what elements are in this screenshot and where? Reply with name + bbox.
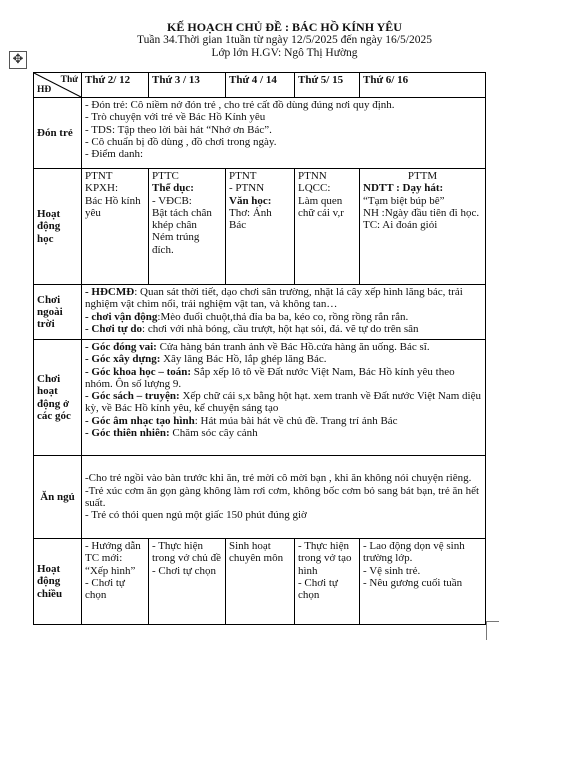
row-don-tre: [34, 98, 486, 169]
item-head: - Góc khoa học – toán:: [85, 365, 192, 378]
text-line: - Đón trẻ: Cô niềm nở đón trẻ , cho trẻ cất đồ dùng đúng nơi quy định.: [85, 99, 395, 111]
hdh-day-1: [82, 169, 149, 285]
text-line: - Thực hiện trong vở tạo hình: [298, 540, 352, 577]
item-head: - Góc xây dựng:: [85, 353, 161, 366]
text-line: Sinh hoạt chuyên môn: [229, 540, 284, 565]
text-line: NDTT : Dạy hát:: [363, 182, 444, 195]
text-line: NH :Ngày đầu tiên đi học.: [363, 206, 480, 219]
text-line: - Nêu gương cuối tuần: [363, 576, 463, 589]
text-line: PTNN: [298, 170, 327, 182]
item-text: Xếp chữ cái s,x bằng hột hạt. xem tranh về Đất nước Việt Nam diệu kỳ, về Bác Hồ kính yêu, kể chuyện sáng tạo: [85, 390, 481, 415]
item-head: - Chơi tự do: [85, 322, 143, 335]
item-text: : Hát múa bài hát về chủ đề. Trang trí ảnh Bác: [194, 414, 398, 427]
choi-ngoai-troi-content: [82, 285, 486, 340]
row-label-choi-goc: Chơi hoạt động ở các góc: [34, 340, 82, 456]
don-tre-content: [82, 98, 486, 169]
row-label-an-ngu: Ăn ngủ: [34, 456, 82, 539]
text-line: “Tạm biệt búp bê”: [363, 194, 445, 207]
text-line: TC: Ai đoán giỏi: [363, 219, 438, 232]
text-line: Bật tách chân khép chân: [152, 206, 212, 232]
hdh-day-4: [295, 169, 360, 285]
text-line: - Chơi tự chọn: [85, 576, 125, 602]
text-line: Ném trúng đích.: [152, 231, 200, 256]
text-line: [85, 341, 482, 353]
text-line: [85, 427, 482, 439]
text-line: Làm quen chữ cái v,r: [298, 194, 344, 219]
row-choi-goc: [34, 340, 486, 456]
hdc-day-3: [226, 539, 295, 625]
text-line: [85, 323, 482, 335]
hdc-day-1: [82, 539, 149, 625]
an-ngu-content: [82, 456, 486, 539]
item-head: - chơi vận động: [85, 310, 158, 323]
table-move-handle-icon[interactable]: ✥: [9, 51, 27, 69]
text-line: [85, 390, 482, 415]
text-line: -Cho trẻ ngồi vào bàn trước khi ăn, trẻ mời cô mời bạn , khi ăn không nói chuyện riêng.: [85, 472, 472, 485]
item-text: : chơi với nhà bóng, cầu trượt, hột hạt sỏi, đá. vẽ tự do trên sân: [142, 322, 419, 335]
day-header-5: Thứ 6/ 16: [360, 73, 486, 98]
text-line: - Hướng dẫn TC mới: “Xếp hình”: [85, 540, 141, 577]
text-line: - Trẻ có thói quen ngủ một giấc 150 phút đúng giờ: [85, 509, 307, 522]
text-line: Văn học:: [229, 194, 272, 207]
text-line: Thể dục:: [152, 182, 194, 195]
hdh-day-2: [149, 169, 226, 285]
row-label-hoat-dong-chieu: Hoạt động chiều: [34, 539, 82, 625]
row-label-choi-ngoai-troi: Chơi ngoài trời: [34, 285, 82, 340]
text-line: PTNT: [85, 170, 113, 182]
item-head: - Góc thiên nhiên:: [85, 427, 170, 440]
plan-title: KẾ HOẠCH CHỦ ĐỀ : BÁC HỒ KÍNH YÊU: [167, 20, 402, 34]
row-label-don-tre: Đón trẻ: [34, 98, 82, 169]
day-header-1: Thứ 2/ 12: [82, 73, 149, 98]
item-text: Chăm sóc cây cảnh: [169, 427, 258, 440]
row-hoat-dong-hoc: [34, 169, 486, 285]
item-text: : Quan sát thời tiết, dạo chơi sân trường, nhặt lá cây xếp hình lăng bác, trải nghiệm vật chìm nổi, trải nghiệm vật tan, và không tan…: [85, 286, 463, 311]
text-line: - TDS: Tập theo lời bài hát “Nhớ ơn Bác”.: [85, 123, 272, 136]
text-line: - Thực hiện trong vở chủ đề: [152, 540, 222, 565]
item-head: - HĐCMĐ: [85, 286, 135, 298]
text-line: KPXH:: [85, 182, 119, 195]
plan-week-line: Tuần 34.Thời gian 1tuần từ ngày 12/5/2025 đến ngày 16/5/2025: [137, 34, 432, 46]
text-line: Bác Hồ kính yêu: [85, 194, 141, 219]
row-choi-ngoai-troi: [34, 285, 486, 340]
text-line: - Lao động dọn vệ sinh trường lớp.: [363, 540, 465, 565]
text-line: - Vệ sinh trẻ.: [363, 564, 421, 577]
item-head: - Góc sách – truyện:: [85, 390, 180, 403]
text-line: [85, 366, 482, 391]
day-header-2: Thứ 3 / 13: [149, 73, 226, 98]
item-text: Sắp xếp lô tô về Đất nước Việt Nam, Bác Hồ kính yêu theo nhóm. Ôn số lượng 9.: [85, 365, 455, 390]
plan-class-teacher: Lớp lớn H.GV: Ngô Thị Hường: [211, 47, 358, 59]
hdc-day-4: [295, 539, 360, 625]
item-head: - Góc âm nhạc tạo hình: [85, 414, 195, 427]
hdh-day-3: [226, 169, 295, 285]
text-line: - Trò chuyện với trẻ về Bác Hồ Kính yêu: [85, 111, 266, 124]
day-header-3: Thứ 4 / 14: [226, 73, 295, 98]
hdh-day-5: [360, 169, 486, 285]
text-line: - Chơi tự chọn: [152, 564, 217, 577]
text-line: PTTC: [152, 170, 179, 182]
choi-goc-content: [82, 340, 486, 456]
item-text: Xây lăng Bác Hồ, lắp ghép lăng Bác.: [160, 353, 327, 366]
day-header-4: Thứ 5/ 15: [295, 73, 360, 98]
text-line: - PTNN: [229, 182, 265, 195]
item-text: Cửa hàng bán tranh ảnh về Bác Hồ.cửa hàng ăn uống. Bác sĩ.: [156, 341, 430, 353]
text-line: [85, 415, 482, 427]
item-head: - Góc đóng vai:: [85, 341, 157, 353]
text-line: - Cô chuẩn bị đồ dùng , đồ chơi trong ngày.: [85, 135, 277, 148]
text-line: Thơ: Ảnh Bác: [229, 206, 272, 232]
text-line: [85, 311, 482, 323]
corner-day-label: Thứ: [60, 75, 78, 85]
page-corner-marker: [486, 621, 499, 640]
text-line: [85, 353, 482, 365]
item-text: :Mèo đuổi chuột,thả đỉa ba ba, kéo co, rồng rồng rắn rắn.: [157, 310, 409, 323]
hdc-day-2: [149, 539, 226, 625]
text-line: LQCC:: [298, 182, 331, 195]
text-line: - Điểm danh:: [85, 148, 144, 161]
text-line: PTNT: [229, 170, 257, 182]
text-line: [85, 286, 482, 311]
plan-table: [33, 72, 486, 625]
text-line: -Trẻ xúc cơm ăn gọn gàng không làm rơi cơm, không bốc cơm bỏ sang bát bạn, trẻ ăn hết suất.: [85, 484, 480, 509]
corner-activity-label: HĐ: [37, 84, 52, 95]
row-an-ngu: [34, 456, 486, 539]
text-line: - Chơi tự chọn: [298, 576, 338, 602]
hdc-day-5: [360, 539, 486, 625]
corner-cell: [34, 73, 82, 98]
row-label-hoat-dong-hoc: Hoạt động học: [34, 169, 82, 285]
row-hoat-dong-chieu: [34, 539, 486, 625]
table-header-row: [34, 73, 486, 98]
text-line: PTTM: [407, 170, 438, 182]
text-line: - VĐCB:: [152, 194, 192, 207]
